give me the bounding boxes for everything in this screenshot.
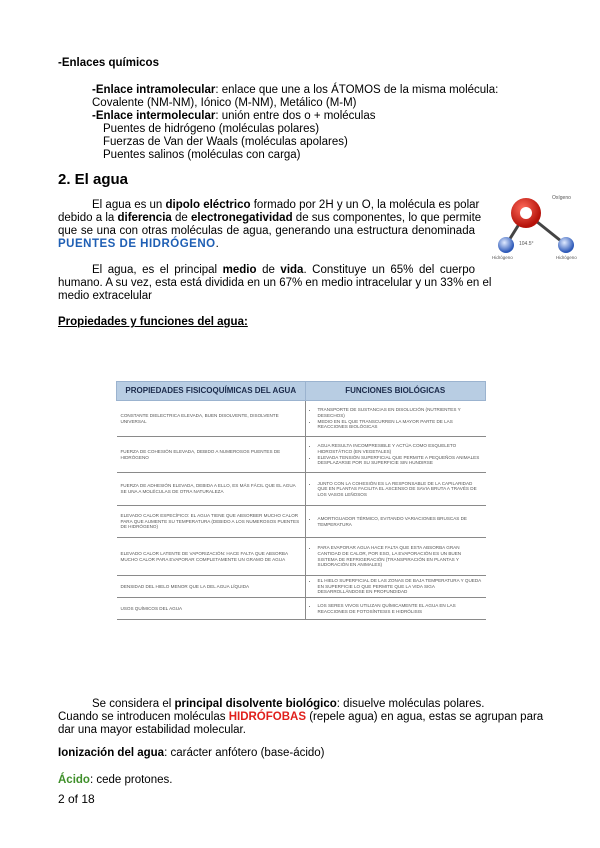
hydrogen-right-label: Hidrógeno <box>556 255 577 260</box>
inter-item: Fuerzas de Van der Waals (moléculas apolares) <box>103 136 348 148</box>
paragraph-line: El agua, es el principal medio de vida. Constituye un 65% del cuerpo <box>92 264 476 276</box>
functions-cell: • AMORTIGUADOR TÉRMICO, EVITANDO VARIACIONES BRUSCAS DE TEMPERATURA <box>305 506 486 538</box>
functions-cell: • PARA EVAPORAR AGUA HACE FALTA QUE ESTA ABSORBA GRAN CANTIDAD DE CALOR, POR ESO, LA EVAPORACIÓN ES UN BUEN SISTEMA DE REFRIGERACIÓN (TRANSPIRACIÓN EN PLANTAS Y SUDORACIÓN EN ANIMALES) <box>305 538 486 576</box>
hidrofobas-highlight: HIDRÓFOBAS <box>228 711 306 723</box>
table-row <box>117 576 486 598</box>
inter-line: -Enlace intermolecular: unión entre dos o + moléculas <box>92 110 376 122</box>
ionization-line: Ionización del agua: carácter anfótero (base-ácido) <box>58 747 325 759</box>
functions-cell: • EL HIELO SUPERFICIAL DE LAS ZONAS DE BAJA TEMPERATURA Y QUEDA EN SUPERFICIE LO QUE PERMITE QUE LA VIDA SIGA DESARROLLÁNDOSE EN PROFUNDIDAD <box>305 576 486 598</box>
properties-heading: Propiedades y funciones del agua: <box>58 316 248 328</box>
table-row <box>117 598 486 620</box>
intra-types: Covalente (NM-NM), Iónico (M-NM), Metálico (M-M) <box>92 97 357 109</box>
property-cell: ELEVADO CALOR ESPECÍFICO: EL AGUA TIENE QUE ABSORBER MUCHO CALOR PARA QUE AUMENTE SU TEMPERATURA (DEBIDO A LOS NUMEROSOS PUENTES DE HIDRÓGENO) <box>117 506 306 538</box>
functions-cell: • JUNTO CON LA COHESIÓN ES LA RESPONSABLE DE LA CAPILARIDAD QUE EN PLANTAS FACILITA EL ASCENSO DE SAVIA BRUTA A TRAVÉS DE LOS VASOS LEÑOSOS <box>305 473 486 506</box>
paragraph-line: que se una con otras moléculas de agua, generando una estructura denominada <box>58 225 475 237</box>
table-header: FUNCIONES BIOLÓGICAS <box>305 382 486 401</box>
paragraph-line: dar una mayor estabilidad molecular. <box>58 724 246 736</box>
property-cell: FUERZA DE ADHESIÓN ELEVADA, DEBIDA A ELLO, ES MÁS FÁCIL QUE EL AGUA SE UNA A MOLÉCULAS DE OTRA NATURALEZA <box>117 473 306 506</box>
enlaces-heading: -Enlaces químicos <box>58 57 159 69</box>
section-heading: 2. El agua <box>58 171 129 188</box>
paragraph-line: Se considera el principal disolvente biológico: disuelve moléculas polares. <box>92 698 485 710</box>
table-header: PROPIEDADES FISICOQUÍMICAS DEL AGUA <box>117 382 306 401</box>
paragraph-line: El agua es un dipolo eléctrico formado por 2H y un O, la molécula es polar <box>92 199 480 211</box>
inter-item: Puentes de hidrógeno (moléculas polares) <box>103 123 320 135</box>
paragraph-line: debido a la diferencia de electronegatividad de sus componentes, lo que permite <box>58 212 482 224</box>
paragraph-line: humano. A su vez, esta está dividida en un 67% en medio intracelular y un 33% en el <box>58 277 492 289</box>
page-number: 2 of 18 <box>58 792 95 806</box>
table-row <box>117 538 486 576</box>
water-molecule-illustration <box>492 191 582 261</box>
table-header-row <box>117 382 486 401</box>
inter-item: Puentes salinos (moléculas con carga) <box>103 149 301 161</box>
functions-cell: • LOS SERES VIVOS UTILIZAN QUÍMICAMENTE EL AGUA EN LAS REACCIONES DE FOTOSÍNTESIS E HIDRÓLISIS <box>305 598 486 620</box>
hydrogen-left-label: Hidrógeno <box>492 255 513 260</box>
puentes-hidrogeno-highlight: PUENTES DE HIDRÓGENO <box>58 238 216 250</box>
functions-cell: • AGUA RESULTA INCOMPRESIBLE Y ACTÚA COMO ESQUELETO HIDROSTÁTICO (EN VEGETALES) • ELEVADA TENSIÓN SUPERFICIAL QUE PERMITE A PEQUEÑOS ANIMALES DESPLAZARSE POR SU SUPERFICIE SIN HUNDIRSE <box>305 437 486 473</box>
functions-cell: • TRANSPORTE DE SUSTANCIAS EN DISOLUCIÓN (NUTRIENTES Y DESECHOS) • MEDIO EN EL QUE TRANSCURREN LA MAYOR PARTE DE LAS REACCIONES BIOLÓGICAS <box>305 401 486 437</box>
oxygen-label: Oxígeno <box>552 195 571 201</box>
table-row <box>117 473 486 506</box>
properties-table <box>116 381 486 620</box>
paragraph-line: PUENTES DE HIDRÓGENO. <box>58 238 219 250</box>
intra-line: -Enlace intramolecular: enlace que une a los ÁTOMOS de la misma molécula: <box>92 84 499 96</box>
property-cell: ELEVADO CALOR LATENTE DE VAPORIZACIÓN: HACE FALTA QUE ABSORBA MUCHO CALOR PARA EVAPORAR COMPLETAMENTE UN GRAMO DE AGUA <box>117 538 306 576</box>
table-row <box>117 437 486 473</box>
property-cell: DENSIDAD DEL HIELO MENOR QUE LA DEL AGUA LÍQUIDA <box>117 576 306 598</box>
paragraph-line: Cuando se introducen moléculas HIDRÓFOBAS (repele agua) en agua, estas se agrupan para <box>58 711 544 723</box>
property-cell: FUERZA DE COHESIÓN ELEVADA, DEBIDO A NUMEROSOS PUENTES DE HIDRÓGENO <box>117 437 306 473</box>
property-cell: USOS QUÍMICOS DEL AGUA <box>117 598 306 620</box>
angle-label: 104.5° <box>519 241 534 247</box>
property-cell: CONSTANTE DIELECTRICA ELEVADA, BUEN DISOLVENTE, DISOLVENTE UNIVERSAL <box>117 401 306 437</box>
paragraph-line: medio extracelular <box>58 290 152 302</box>
acid-line: Ácido: cede protones. <box>58 774 173 786</box>
table-row <box>117 401 486 437</box>
table-row <box>117 506 486 538</box>
